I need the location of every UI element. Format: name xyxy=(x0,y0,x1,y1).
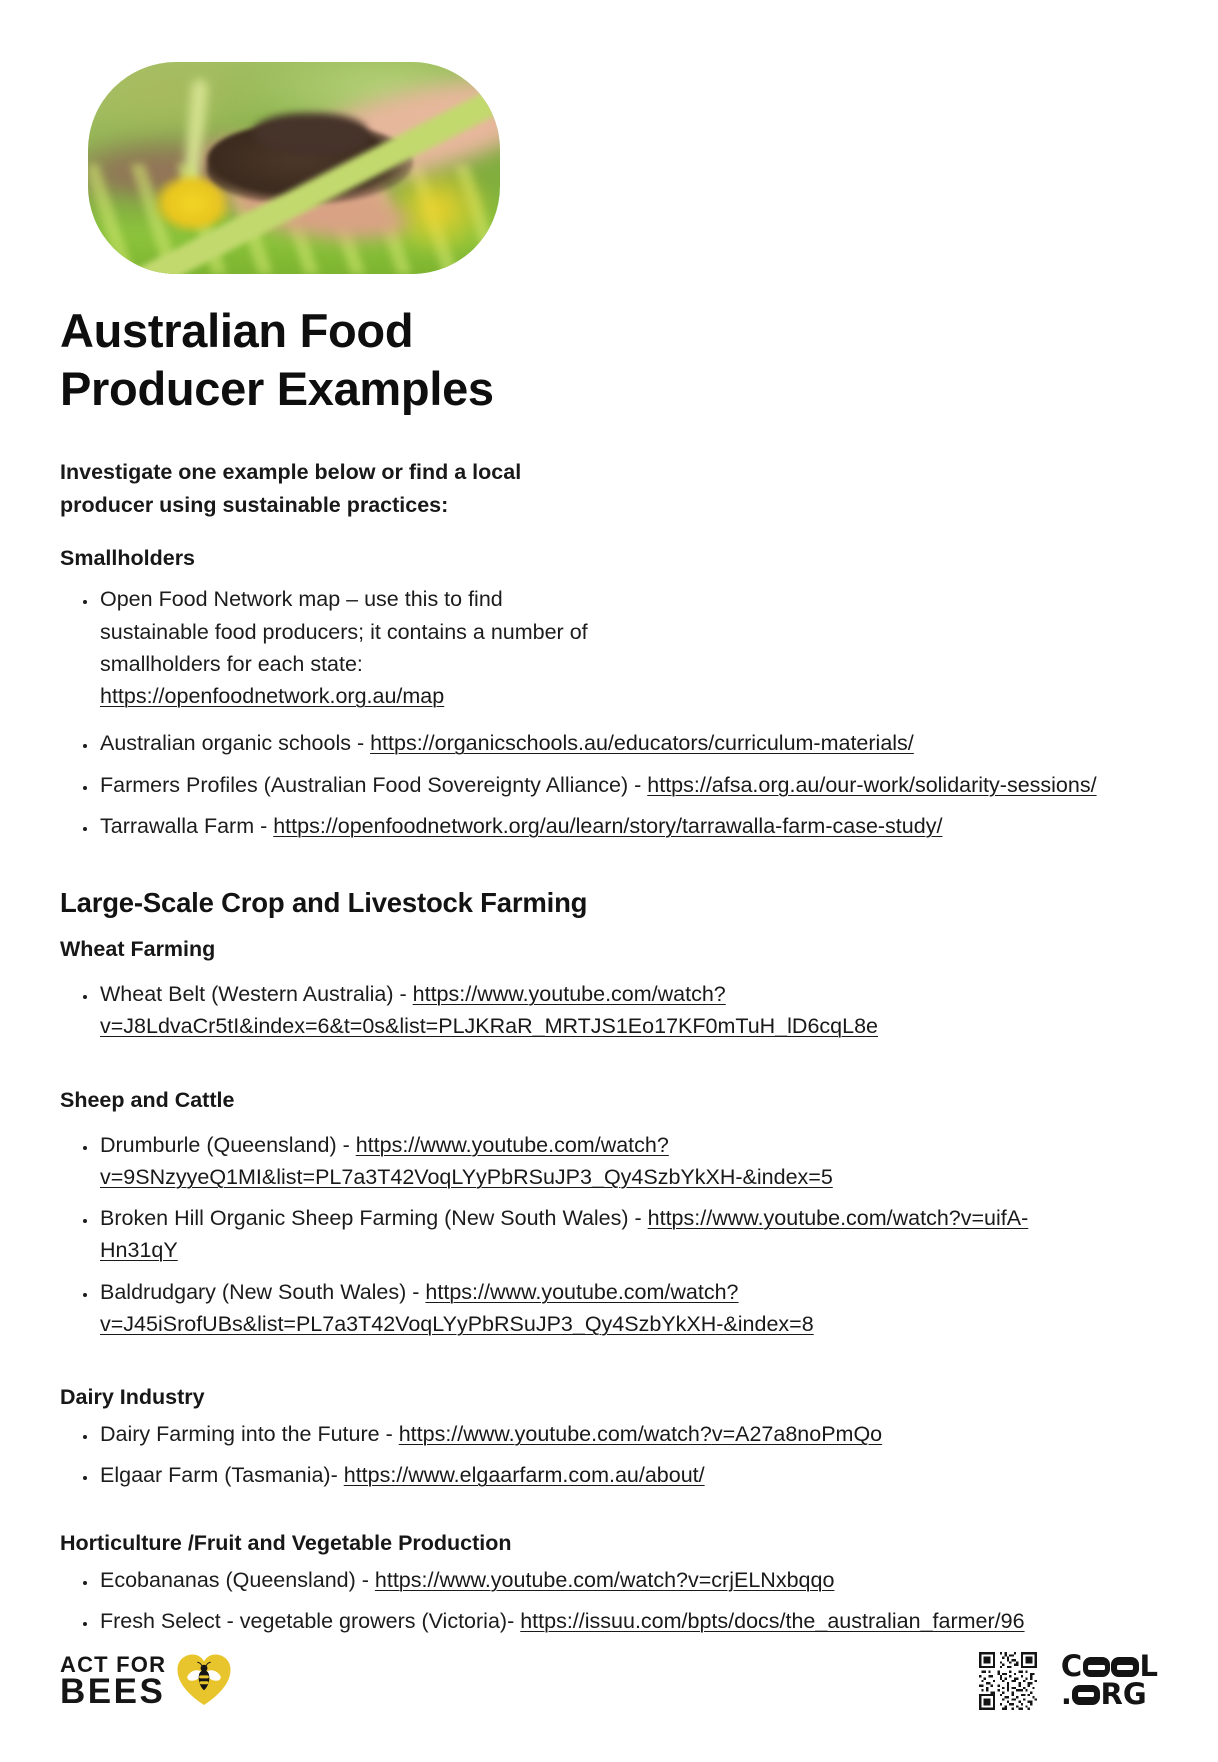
heading-horticulture: Horticulture /Fruit and Vegetable Production xyxy=(60,1530,512,1555)
cool-org-o-icon xyxy=(1111,1657,1139,1677)
heading-sheep-and-cattle: Sheep and Cattle xyxy=(60,1087,235,1112)
link-fresh-select-issuu[interactable]: https://issuu.com/bpts/docs/the_australian_farmer/96 xyxy=(520,1608,1025,1633)
list-item xyxy=(98,1564,1103,1596)
list-item xyxy=(98,1418,1103,1450)
cool-org-text: RG xyxy=(1100,1677,1147,1711)
hands-holding-soil-photo xyxy=(88,62,500,274)
smallholders-list-top xyxy=(60,583,598,721)
cool-org-text: . xyxy=(1060,1677,1072,1711)
cool-org-o-icon xyxy=(1072,1685,1100,1705)
item-text: Dairy Farming into the Future - xyxy=(100,1422,399,1446)
sheep-cattle-list xyxy=(60,1129,1103,1350)
page-footer xyxy=(60,1649,1158,1711)
link-broken-hill-video[interactable]: https://www.youtube.com/watch?v=uifA-Hn31qY xyxy=(100,1206,1029,1263)
item-text: Australian organic schools - xyxy=(100,731,371,756)
list-item xyxy=(98,583,598,712)
link-elgaar-farm[interactable]: https://www.elgaarfarm.com.au/about/ xyxy=(343,1463,705,1488)
page-title: Australian Food Producer Examples xyxy=(60,304,494,415)
heading-dairy-industry: Dairy Industry xyxy=(60,1385,205,1409)
wheat-farming-list xyxy=(60,978,1103,1052)
list-item xyxy=(98,727,1103,759)
item-text: Elgaar Farm (Tasmania)- xyxy=(100,1463,344,1488)
item-text: Farmers Profiles (Australian Food Sovereignty Alliance) - xyxy=(100,772,648,797)
cool-org-line2 xyxy=(1060,1677,1158,1711)
link-organic-schools[interactable]: https://organicschools.au/educators/curriculum-materials/ xyxy=(370,731,914,756)
act-for-bees-text xyxy=(60,1651,167,1711)
link-baldrudgary-video[interactable]: https://www.youtube.com/watch?v=J45iSrofUBs&list=PL7a3T42VoqLYyPbRSuJP3_Qy4SzbYkXH-&index=8 xyxy=(100,1279,814,1336)
item-text: Ecobananas (Queensland) - xyxy=(100,1567,375,1592)
item-text: Fresh Select - vegetable growers (Victoria)- xyxy=(100,1608,521,1633)
list-item xyxy=(98,1605,1103,1637)
cool-org-logo xyxy=(1060,1649,1158,1711)
intro-text: Investigate one example below or find a local producer using sustainable practices: xyxy=(60,459,522,517)
list-item xyxy=(98,769,1103,801)
footer-right-group xyxy=(979,1649,1158,1711)
link-wheat-belt-video[interactable]: https://www.youtube.com/watch?v=J8LdvaCr5tI&index=6&t=0s&list=PLJKRaR_MRTJS1Eo17KF0mTuH_lD6cqL8e xyxy=(100,982,878,1039)
act-for-bees-line2: BEES xyxy=(60,1671,166,1711)
link-drumburle-video[interactable]: https://www.youtube.com/watch?v=9SNzyyeQ1MI&list=PL7a3T42VoqLYyPbRSuJP3_Qy4SzbYkXH-&index=5 xyxy=(100,1132,833,1189)
dairy-list xyxy=(60,1418,1103,1501)
horticulture-list xyxy=(60,1564,1103,1647)
list-item xyxy=(98,1202,1103,1267)
item-text: Open Food Network map – use this to find sustainable food producers; it contains a number of smallholders for each state: xyxy=(100,587,588,676)
heading-wheat-farming: Wheat Farming xyxy=(60,937,216,961)
cool-org-o-icon xyxy=(1083,1657,1111,1677)
qr-code xyxy=(979,1652,1037,1710)
cool-org-text: L xyxy=(1139,1649,1158,1684)
act-for-bees-line1: ACT FOR xyxy=(60,1651,167,1677)
item-text: Wheat Belt (Western Australia) - xyxy=(100,982,413,1006)
list-item xyxy=(98,1459,1103,1491)
heading-large-scale-farming: Large-Scale Crop and Livestock Farming xyxy=(60,887,588,918)
heart-bee-icon xyxy=(175,1653,233,1709)
list-item xyxy=(98,978,1103,1043)
link-ecobananas-video[interactable]: https://www.youtube.com/watch?v=crjELNxbqqo xyxy=(374,1567,835,1592)
link-tarrawalla-farm[interactable]: https://openfoodnetwork.org/au/learn/story/tarrawalla-farm-case-study/ xyxy=(273,813,943,838)
item-text: Tarrawalla Farm - xyxy=(100,813,274,838)
link-afsa-farmers-profiles[interactable]: https://afsa.org.au/our-work/solidarity-sessions/ xyxy=(647,772,1097,797)
list-item xyxy=(98,1276,1103,1341)
list-item xyxy=(98,810,1103,842)
heading-smallholders: Smallholders xyxy=(60,546,196,571)
item-text: Drumburle (Queensland) - xyxy=(100,1132,356,1157)
act-for-bees-logo xyxy=(60,1653,233,1709)
link-dairy-future-video[interactable]: https://www.youtube.com/watch?v=A27a8noPmQo xyxy=(398,1422,883,1446)
cool-org-text: C xyxy=(1060,1649,1083,1684)
item-text: Baldrudgary (New South Wales) - xyxy=(100,1279,426,1304)
list-item xyxy=(98,1129,1103,1194)
smallholders-list xyxy=(60,727,1103,851)
item-text: Broken Hill Organic Sheep Farming (New South Wales) - xyxy=(100,1206,648,1230)
link-open-food-network-map[interactable]: https://openfoodnetwork.org.au/map xyxy=(100,684,445,708)
